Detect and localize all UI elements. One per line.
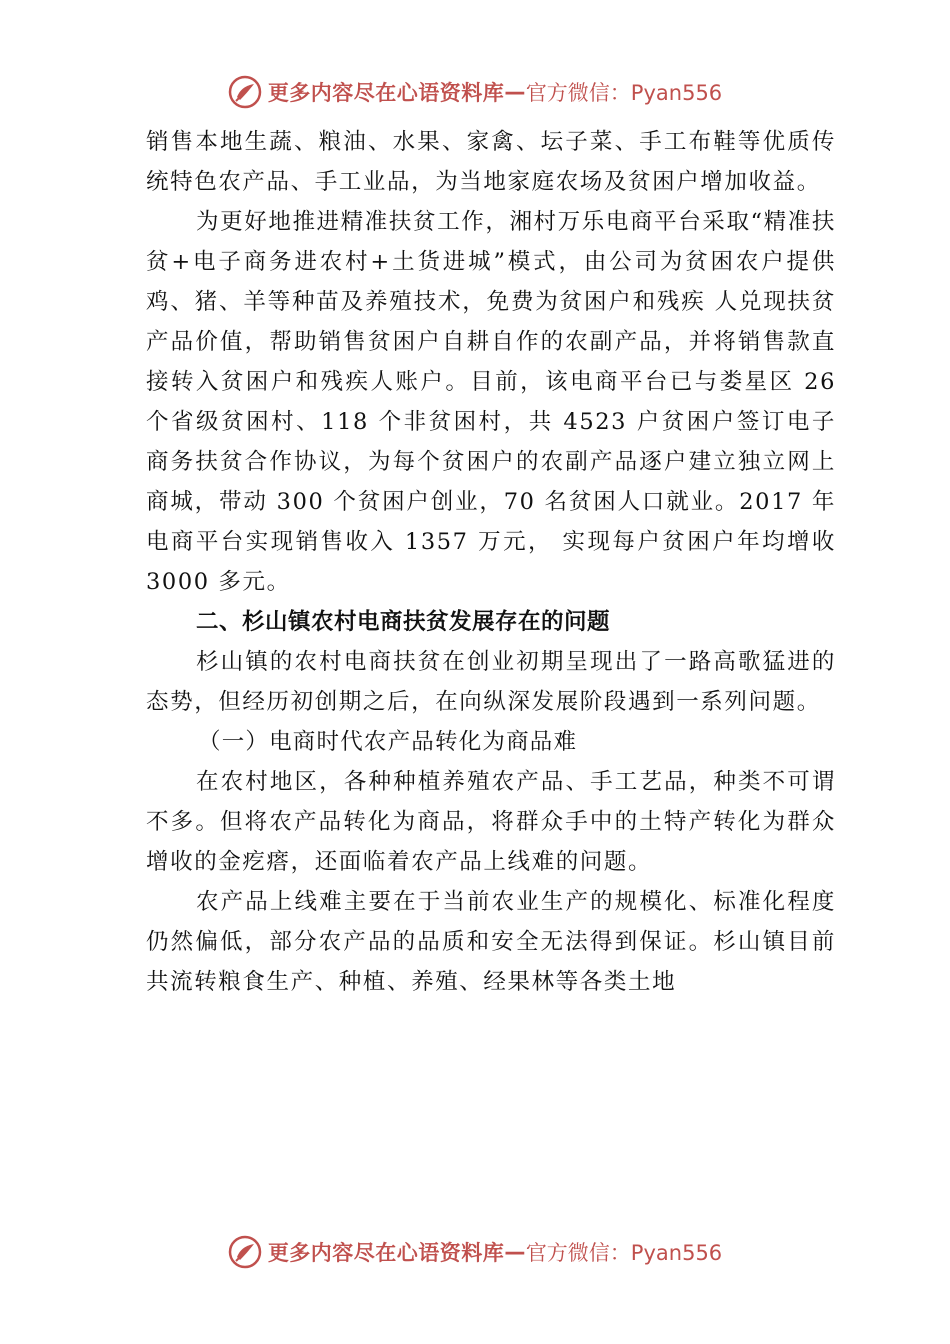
paragraph-intro: 杉山镇的农村电商扶贫在创业初期呈现出了一路高歌猛进的态势，但经历初创期之后，在向纵深发展阶段遇到一系列问题。 bbox=[146, 649, 836, 715]
watermark-separator: — bbox=[504, 1240, 526, 1264]
watermark-wechat: 官方微信：Pyan556 bbox=[525, 81, 723, 105]
paragraph-rural: 在农村地区，各种种植养殖农产品、手工艺品，种类不可谓不多。但将农产品转化为商品，将群众手中的土特产转化为群众增收的金疙瘩，还面临着农产品上线难的问题。 bbox=[146, 769, 836, 875]
section-heading: 二、杉山镇农村电商扶贫发展存在的问题 bbox=[196, 609, 611, 635]
header-watermark bbox=[0, 72, 950, 112]
subsection-heading: （一）电商时代农产品转化为商品难 bbox=[198, 729, 578, 755]
brand-logo-icon bbox=[228, 75, 262, 109]
watermark-separator: — bbox=[504, 80, 526, 104]
watermark-text: 更多内容尽在心语资料库 bbox=[267, 1241, 505, 1265]
watermark-wechat: 官方微信：Pyan556 bbox=[525, 1241, 723, 1265]
paragraph-continued: 销售本地生蔬、粮油、水果、家禽、坛子菜、手工布鞋等优质传统特色农产品、手工业品，为当地家庭农场及贫困户增加收益。 bbox=[146, 129, 836, 195]
document-body bbox=[146, 122, 836, 1002]
brand-logo-icon bbox=[228, 1235, 262, 1269]
paragraph-platform: 为更好地推进精准扶贫工作，湘村万乐电商平台采取“精准扶贫+电子商务进农村+土货进城”模式，由公司为贫困农户提供鸡、猪、羊等种苗及养殖技术，免费为贫困户和残疾 人兑现扶贫产品价值，帮助销售贫困户自耕自作的农副产品，并将销售款直接转入贫困户和残疾人账户。目前，该电商平台已与娄星区 26 个省级贫困村、118 个非贫困村，共 4523 户贫困户签订电子商务扶贫合作协议，为每个贫困户的农副产品逐户建立独立网上商城，带动 300 个贫困户创业，70 名贫困人口就业。2017 年电商平台实现销售收入 1357 万元， 实现每户贫困户年均增收 3000 多元。 bbox=[146, 209, 836, 595]
footer-watermark bbox=[0, 1232, 950, 1272]
watermark-text: 更多内容尽在心语资料库 bbox=[267, 81, 505, 105]
paragraph-online: 农产品上线难主要在于当前农业生产的规模化、标准化程度仍然偏低，部分农产品的品质和安全无法得到保证。杉山镇目前共流转粮食生产、种植、养殖、经果林等各类土地 bbox=[146, 889, 836, 995]
